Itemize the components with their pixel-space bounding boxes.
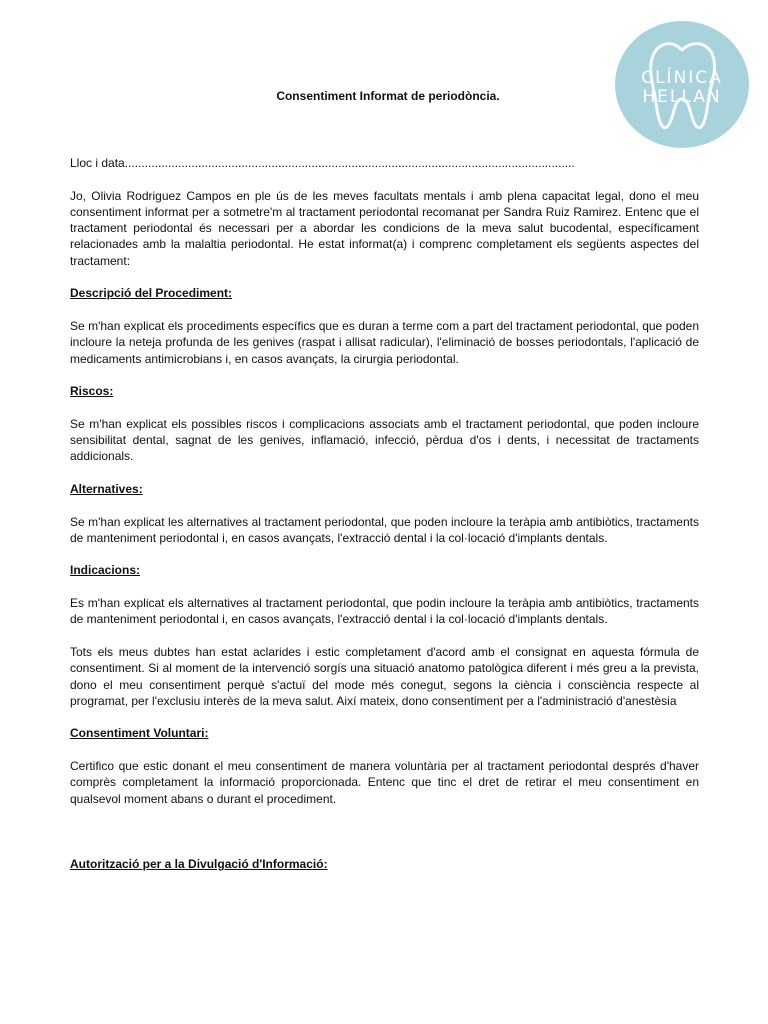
place-date-line: Lloc i data....................................................................................................................................... [70,156,575,170]
logo-text-line2: HELLAN [642,87,722,107]
alternatives-heading: Alternatives: [70,481,143,496]
consent-details-paragraph: Tots els meus dubtes han estat aclarides i estic completament d'acord amb el consignat en aquesta fórmula de consentiment. Si al moment de la intervenció sorgís una situació anatomo patològica diferent i més greu a la prevista, dono el meu consentiment perquè s'actuï del mode més conegut, segons la ciència i consciència respecte al programat, per l'exclusiu interès de la meva salut. Així mateix, dono consentiment per a l'administració d'anestèsia [70,644,699,708]
authorization-heading: Autorització per a la Divulgació d'Informació: [70,856,328,871]
indications-paragraph: Es m'han explicat els alternatives al tractament periodontal, que podin incloure la teràpia amb antibiòtics, tractaments de manteniment periodontal i, en casos avançats, l'extracció dental i la col·locació d'implants dentals. [70,596,699,627]
intro-paragraph: Jo, Olivia Rodriguez Campos en ple ús de les meves facultats mentals i amb plena capacitat legal, dono el meu consentiment informat per a sotmetre'm al tractament periodontal recomanat per Sandra Ruiz Ramirez. Entenc que el tractament periodontal és necessari per a abordar les condicions de la meva salut bucodental, específicament relacionades amb la malaltia periodontal. He estat informat(a) i comprenc completament els següents aspectes del tractament: [70,188,699,268]
document-title: Consentiment Informat de periodòncia. [276,89,500,103]
risks-heading: Riscos: [70,384,114,399]
indications-heading: Indicacions: [70,563,141,578]
document-body [70,155,699,888]
description-heading: Descripció del Procediment: [70,286,233,301]
logo-text-line1: CLÍNICA [641,68,723,88]
voluntary-consent-heading: Consentiment Voluntari: [70,726,209,741]
voluntary-consent-paragraph: Certifico que estic donant el meu consentiment de manera voluntària per al tractament periodontal després d'haver comprès completament la informació proporcionada. Entenc que tinc el dret de retirar el meu consentiment en qualsevol moment abans o durant el procediment. [70,758,699,806]
alternatives-paragraph: Se m'han explicat les alternatives al tractament periodontal, que poden incloure la teràpia amb antibiòtics, tractaments de manteniment periodontal i, en casos avançats, l'extracció dental i la col·locació d'implants dentals. [70,514,699,545]
description-paragraph: Se m'han explicat els procediments específics que es duran a terme com a part del tractament periodontal, que poden incloure la neteja profunda de les genives (raspat i allisat radicular), l'eliminació de bosses periodontals, l'aplicació de medicaments antimicrobians i, en casos avançats, la cirurgia periodontal. [70,318,699,366]
clinic-logo [615,21,749,148]
spacer [70,823,699,856]
risks-paragraph: Se m'han explicat els possibles riscos i complicacions associats amb el tractament periodontal, que poden incloure sensibilitat dental, sagnat de les genives, inflamació, infecció, pèrdua d'os i dents, i necessitat de tractaments addicionals. [70,416,699,464]
